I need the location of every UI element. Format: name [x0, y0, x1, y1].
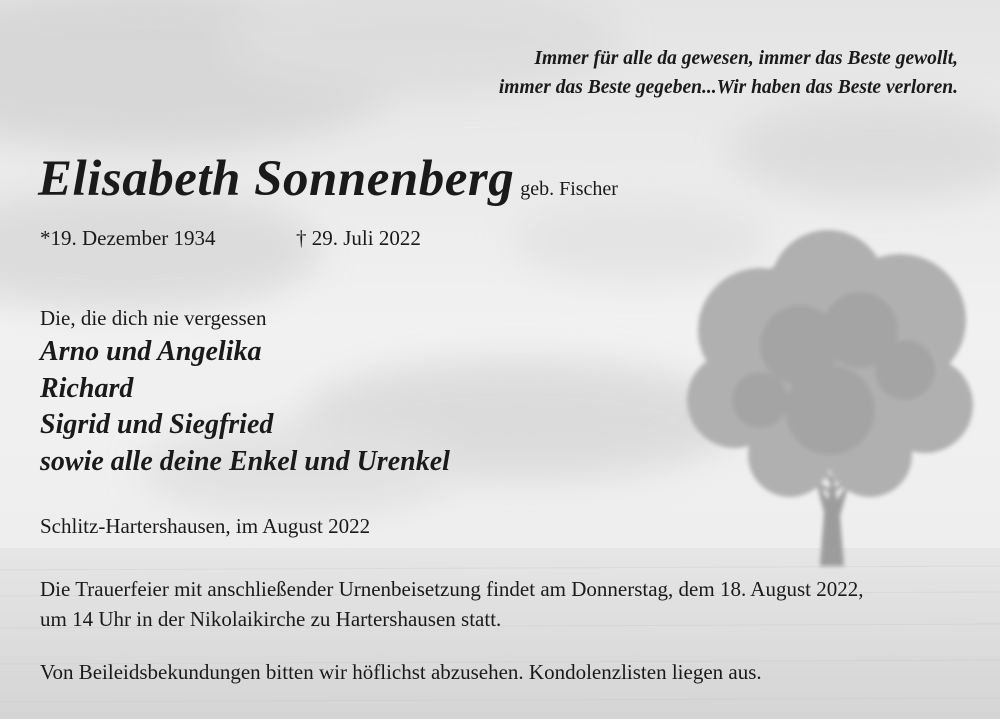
deceased-name-line	[38, 150, 618, 208]
place-and-date: Schlitz-Hartershausen, im August 2022	[40, 514, 371, 538]
ceremony-line-1: Die Trauerfeier mit anschließender Urnenbeisetzung findet am Donnerstag, dem 18. August 2022,	[40, 577, 864, 601]
mourners-list	[40, 334, 450, 480]
birth-name: geb. Fischer	[520, 178, 618, 200]
ceremony-info	[40, 574, 863, 634]
mourner-name: Arno und Angelika	[40, 336, 262, 367]
mourner-name: sowie alle deine Enkel und Urenkel	[40, 445, 450, 477]
quote-line-2: immer das Beste gegeben...Wir haben das Beste verloren.	[498, 77, 958, 98]
mourners-intro: Die, die dich nie vergessen	[40, 306, 267, 330]
birth-date: *19. Dezember 1934	[40, 226, 216, 250]
deceased-name: Elisabeth Sonnenberg	[38, 151, 515, 207]
death-date: † 29. Juli 2022	[296, 226, 421, 250]
mourner-name: Sigrid und Siegfried	[40, 409, 274, 440]
quote-line-1: Immer für alle da gewesen, immer das Beste gewollt,	[534, 48, 958, 69]
mourner-name: Richard	[40, 372, 134, 404]
ceremony-line-2: um 14 Uhr in der Nikolaikirche zu Hartershausen statt.	[40, 607, 502, 631]
memorial-quote	[358, 44, 958, 102]
condolence-note: Von Beileidsbekundungen bitten wir höflichst abzusehen. Kondolenzlisten liegen aus.	[40, 660, 762, 684]
